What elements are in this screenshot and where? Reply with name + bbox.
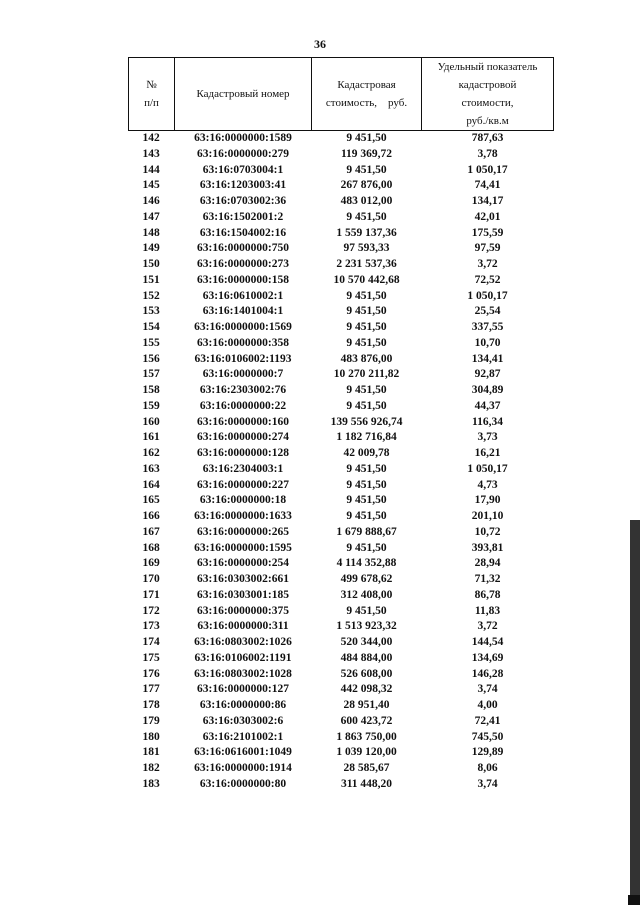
specific-indicator-cell: 10,72 <box>474 525 501 538</box>
cadastral-value-cell: 267 876,00 <box>340 179 393 192</box>
table-row <box>129 745 554 761</box>
header-number-line1: № <box>146 79 157 91</box>
row-number-cell: 175 <box>142 651 160 664</box>
specific-indicator-cell: 4,73 <box>477 478 498 491</box>
table-row <box>129 320 554 336</box>
header-specific-line1: Удельный показатель <box>437 61 538 73</box>
table-row <box>129 635 554 651</box>
cadastral-number-cell: 63:16:0803002:1028 <box>194 667 292 680</box>
specific-indicator-cell: 144,54 <box>471 636 504 648</box>
cadastral-number-cell: 63:16:2304003:1 <box>202 462 284 475</box>
row-number-cell: 157 <box>142 368 160 381</box>
cadastral-value-cell: 483 012,00 <box>340 195 393 207</box>
row-number-cell: 176 <box>142 667 160 680</box>
row-number-cell: 165 <box>142 494 160 507</box>
cadastral-value-cell: 97 593,33 <box>343 242 390 255</box>
cadastral-value-cell: 1 559 137,36 <box>336 226 397 239</box>
cadastral-value-cell: 9 451,50 <box>346 462 387 475</box>
specific-indicator-cell: 4,00 <box>477 699 498 711</box>
table-row <box>129 572 554 588</box>
cadastral-number-cell: 63:16:0303001:185 <box>197 588 289 601</box>
header-specific-line4: руб./кв.м <box>466 115 509 127</box>
row-number-cell: 181 <box>142 746 160 759</box>
specific-indicator-cell: 3,74 <box>477 683 498 696</box>
table-row <box>129 289 554 305</box>
specific-indicator-cell: 71,32 <box>474 573 501 585</box>
cadastral-value-table <box>128 57 554 793</box>
specific-indicator-cell: 3,72 <box>477 258 498 270</box>
table-row <box>129 604 554 620</box>
row-number-cell: 171 <box>142 588 160 601</box>
cadastral-number-cell: 63:16:0000000:227 <box>197 478 289 491</box>
cadastral-number-cell: 63:16:0106002:1191 <box>194 651 292 664</box>
cadastral-value-cell: 1 679 888,67 <box>336 525 397 538</box>
header-specific-line2: кадастровой <box>458 79 517 91</box>
cadastral-value-cell: 312 408,00 <box>340 588 393 601</box>
header-row <box>129 58 554 131</box>
specific-indicator-cell: 134,69 <box>471 651 504 664</box>
specific-indicator-cell: 74,41 <box>474 179 501 192</box>
row-number-cell: 148 <box>142 226 160 239</box>
specific-indicator-cell: 787,63 <box>471 132 504 144</box>
cadastral-number-cell: 63:16:0000000:311 <box>197 620 289 633</box>
row-number-cell: 182 <box>142 762 160 774</box>
specific-indicator-cell: 10,70 <box>474 336 501 349</box>
cadastral-value-cell: 483 876,00 <box>340 352 393 365</box>
specific-indicator-cell: 3,73 <box>477 431 498 444</box>
row-number-cell: 173 <box>142 620 160 633</box>
cadastral-number-cell: 63:16:2101002:1 <box>202 730 284 743</box>
table-row <box>129 525 554 541</box>
cadastral-number-cell: 63:16:0000000:7 <box>202 368 284 381</box>
row-number-cell: 145 <box>142 179 160 192</box>
row-number-cell: 174 <box>142 636 160 648</box>
row-number-cell: 160 <box>142 415 160 428</box>
cadastral-number-cell: 63:16:0000000:375 <box>197 604 289 617</box>
cadastral-value-cell: 139 556 926,74 <box>330 415 403 428</box>
cadastral-number-cell: 63:16:0303002:6 <box>202 714 284 727</box>
cadastral-number-cell: 63:16:0000000:274 <box>197 431 289 444</box>
cadastral-value-cell: 442 098,32 <box>340 683 393 696</box>
specific-indicator-cell: 146,28 <box>471 667 504 680</box>
table-row <box>129 415 554 431</box>
cadastral-value-cell: 1 039 120,00 <box>336 746 397 759</box>
table-row <box>129 131 554 147</box>
table-row <box>129 651 554 667</box>
specific-indicator-cell: 92,87 <box>474 368 501 381</box>
specific-indicator-cell: 337,55 <box>471 321 504 333</box>
cadastral-number-cell: 63:16:0000000:1595 <box>194 541 292 554</box>
table-row <box>129 336 554 352</box>
row-number-cell: 143 <box>142 147 160 160</box>
row-number-cell: 147 <box>142 210 160 223</box>
table-row <box>129 619 554 635</box>
row-number-cell: 158 <box>142 384 160 396</box>
cadastral-value-cell: 9 451,50 <box>346 210 387 223</box>
page-number: 36 <box>314 37 326 51</box>
cadastral-number-cell: 63:16:0000000:1569 <box>194 321 292 333</box>
cadastral-number-cell: 63:16:0616001:1049 <box>194 746 292 759</box>
cadastral-value-cell: 9 451,50 <box>346 510 387 522</box>
table-row <box>129 147 554 163</box>
specific-indicator-cell: 134,41 <box>471 352 504 365</box>
specific-indicator-cell: 17,90 <box>474 494 501 507</box>
specific-indicator-cell: 304,89 <box>471 384 504 396</box>
cadastral-value-cell: 10 270 211,82 <box>333 368 400 381</box>
cadastral-number-cell: 63:16:1203003:41 <box>199 179 287 192</box>
row-number-cell: 170 <box>142 573 160 585</box>
cadastral-value-cell: 9 451,50 <box>346 478 387 491</box>
header-cadastral-value-line1: Кадастровая <box>337 79 396 91</box>
specific-indicator-cell: 8,06 <box>477 762 498 774</box>
row-number-cell: 164 <box>142 478 160 491</box>
specific-indicator-cell: 134,17 <box>471 195 504 207</box>
cadastral-number-cell: 63:16:0703004:1 <box>202 163 284 176</box>
cadastral-value-cell: 499 678,62 <box>340 573 393 585</box>
table-row <box>129 462 554 478</box>
cadastral-number-cell: 63:16:0000000:1633 <box>194 510 292 522</box>
cadastral-value-cell: 9 451,50 <box>346 604 387 617</box>
table-body <box>129 131 554 793</box>
header-number-line2: п/п <box>144 97 159 109</box>
table-row <box>129 352 554 368</box>
specific-indicator-cell: 1 050,17 <box>467 289 508 302</box>
cadastral-number-cell: 63:16:0000000:273 <box>197 258 289 270</box>
row-number-cell: 178 <box>142 699 160 711</box>
cadastral-value-cell: 484 884,00 <box>340 651 393 664</box>
cadastral-number-cell: 63:16:1502001:2 <box>202 210 284 223</box>
specific-indicator-cell: 3,78 <box>477 147 498 160</box>
cadastral-value-cell: 311 448,20 <box>340 777 393 790</box>
cadastral-value-cell: 9 451,50 <box>346 336 387 349</box>
header-cadastral-value-line2: стоимость, руб. <box>325 97 408 109</box>
cadastral-number-cell: 63:16:2303002:76 <box>199 384 287 396</box>
table-row <box>129 367 554 383</box>
scan-edge-corner <box>628 895 640 905</box>
cadastral-value-cell: 520 344,00 <box>340 636 393 648</box>
row-number-cell: 168 <box>142 541 160 554</box>
cadastral-number-cell: 63:16:1504002:16 <box>199 226 287 239</box>
header-cadastral-value <box>312 58 422 131</box>
specific-indicator-cell: 16,21 <box>474 447 501 459</box>
cadastral-number-cell: 63:16:0106002:1193 <box>194 352 292 365</box>
specific-indicator-cell: 393,81 <box>471 541 504 554</box>
table-row <box>129 383 554 399</box>
scan-edge-mark <box>630 520 640 905</box>
table-row <box>129 430 554 446</box>
cadastral-number-cell: 63:16:0610002:1 <box>202 289 284 302</box>
specific-indicator-cell: 72,52 <box>474 273 501 286</box>
cadastral-value-cell: 9 451,50 <box>346 399 387 412</box>
specific-indicator-cell: 42,01 <box>474 210 501 223</box>
registry-table-container <box>128 57 553 793</box>
specific-indicator-cell: 745,50 <box>471 730 504 743</box>
table-row <box>129 588 554 604</box>
cadastral-value-cell: 9 451,50 <box>346 289 387 302</box>
row-number-cell: 146 <box>142 195 160 207</box>
specific-indicator-cell: 175,59 <box>471 226 504 239</box>
cadastral-number-cell: 63:16:0303002:661 <box>197 573 289 585</box>
row-number-cell: 142 <box>142 132 160 144</box>
table-row <box>129 509 554 525</box>
cadastral-value-cell: 9 451,50 <box>346 321 387 333</box>
table-row <box>129 257 554 273</box>
row-number-cell: 161 <box>142 431 160 444</box>
cadastral-number-cell: 63:16:0000000:22 <box>199 399 287 412</box>
row-number-cell: 179 <box>142 714 160 727</box>
row-number-cell: 156 <box>142 352 160 365</box>
table-row <box>129 178 554 194</box>
header-number <box>129 58 175 131</box>
cadastral-number-cell: 63:16:0000000:86 <box>199 699 287 711</box>
cadastral-value-cell: 28 951,40 <box>343 699 390 711</box>
specific-indicator-cell: 3,74 <box>477 777 498 790</box>
row-number-cell: 149 <box>142 242 160 255</box>
cadastral-number-cell: 63:16:0000000:127 <box>197 683 289 696</box>
cadastral-number-cell: 63:16:0000000:254 <box>197 557 289 570</box>
cadastral-value-cell: 1 863 750,00 <box>336 730 397 743</box>
row-number-cell: 169 <box>142 557 160 570</box>
table-row <box>129 446 554 462</box>
specific-indicator-cell: 72,41 <box>474 714 501 727</box>
table-row <box>129 493 554 509</box>
table-row <box>129 399 554 415</box>
row-number-cell: 177 <box>142 683 160 696</box>
cadastral-number-cell: 63:16:0703002:36 <box>199 195 287 207</box>
cadastral-number-cell: 63:16:0000000:128 <box>197 447 289 459</box>
table-row <box>129 714 554 730</box>
specific-indicator-cell: 44,37 <box>474 399 501 412</box>
cadastral-number-cell: 63:16:0000000:265 <box>197 525 289 538</box>
specific-indicator-cell: 116,34 <box>472 415 503 428</box>
cadastral-value-cell: 9 451,50 <box>346 163 387 176</box>
table-row <box>129 541 554 557</box>
cadastral-number-cell: 63:16:0000000:279 <box>197 147 289 160</box>
cadastral-value-cell: 9 451,50 <box>346 132 387 144</box>
specific-indicator-cell: 129,89 <box>471 746 504 759</box>
cadastral-number-cell: 63:16:0000000:1914 <box>194 762 292 774</box>
table-row <box>129 478 554 494</box>
cadastral-number-cell: 63:16:0000000:158 <box>197 273 289 286</box>
table-row <box>129 777 554 793</box>
specific-indicator-cell: 28,94 <box>474 557 501 570</box>
specific-indicator-cell: 3,72 <box>477 620 498 633</box>
cadastral-value-cell: 28 585,67 <box>343 762 390 774</box>
row-number-cell: 153 <box>142 305 160 318</box>
row-number-cell: 163 <box>142 462 160 475</box>
row-number-cell: 154 <box>142 321 160 333</box>
specific-indicator-cell: 201,10 <box>471 510 504 522</box>
table-row <box>129 226 554 242</box>
table-row <box>129 698 554 714</box>
cadastral-value-cell: 526 608,00 <box>340 667 393 680</box>
row-number-cell: 150 <box>142 258 160 270</box>
row-number-cell: 155 <box>142 336 160 349</box>
table-row <box>129 163 554 179</box>
row-number-cell: 167 <box>142 525 160 538</box>
row-number-cell: 180 <box>142 730 160 743</box>
row-number-cell: 144 <box>142 163 160 176</box>
table-row <box>129 556 554 572</box>
row-number-cell: 152 <box>142 289 160 302</box>
cadastral-value-cell: 42 009,78 <box>343 447 390 459</box>
cadastral-number-cell: 63:16:0000000:160 <box>197 415 289 428</box>
header-specific-line3: стоимости, <box>461 97 514 109</box>
specific-indicator-cell: 86,78 <box>474 588 501 601</box>
specific-indicator-cell: 11,83 <box>474 604 501 617</box>
cadastral-value-cell: 600 423,72 <box>340 714 393 727</box>
header-specific-indicator <box>422 58 554 131</box>
specific-indicator-cell: 1 050,17 <box>467 462 508 475</box>
cadastral-number-cell: 63:16:1401004:1 <box>202 305 284 318</box>
specific-indicator-cell: 97,59 <box>474 242 501 255</box>
table-row <box>129 210 554 226</box>
cadastral-value-cell: 1 182 716,84 <box>336 431 397 444</box>
table-row <box>129 304 554 320</box>
row-number-cell: 172 <box>142 604 160 617</box>
cadastral-value-cell: 9 451,50 <box>346 541 387 554</box>
table-row <box>129 761 554 777</box>
table-header <box>129 58 554 131</box>
specific-indicator-cell: 1 050,17 <box>467 163 508 176</box>
cadastral-value-cell: 4 114 352,88 <box>336 557 397 570</box>
table-row <box>129 273 554 289</box>
cadastral-number-cell: 63:16:0803002:1026 <box>194 636 292 648</box>
cadastral-value-cell: 9 451,50 <box>346 494 387 507</box>
cadastral-number-cell: 63:16:0000000:1589 <box>194 132 292 144</box>
cadastral-value-cell: 10 570 442,68 <box>333 273 400 286</box>
row-number-cell: 166 <box>142 510 160 522</box>
table-row <box>129 194 554 210</box>
cadastral-value-cell: 2 231 537,36 <box>336 258 397 270</box>
cadastral-number-cell: 63:16:0000000:18 <box>199 494 287 507</box>
cadastral-value-cell: 9 451,50 <box>346 384 387 396</box>
header-cadastral-number: Кадастровый номер <box>175 58 312 131</box>
table-row <box>129 241 554 257</box>
cadastral-number-cell: 63:16:0000000:750 <box>197 242 289 255</box>
table-row <box>129 682 554 698</box>
row-number-cell: 159 <box>142 399 160 412</box>
cadastral-number-cell: 63:16:0000000:80 <box>199 777 287 790</box>
specific-indicator-cell: 25,54 <box>474 305 501 318</box>
table-row <box>129 730 554 746</box>
cadastral-value-cell: 119 369,72 <box>340 147 393 160</box>
cadastral-value-cell: 9 451,50 <box>346 305 387 318</box>
row-number-cell: 162 <box>142 447 160 459</box>
table-row <box>129 667 554 683</box>
row-number-cell: 183 <box>142 777 160 790</box>
row-number-cell: 151 <box>142 273 160 286</box>
cadastral-value-cell: 1 513 923,32 <box>336 620 397 633</box>
cadastral-number-cell: 63:16:0000000:358 <box>197 336 289 349</box>
